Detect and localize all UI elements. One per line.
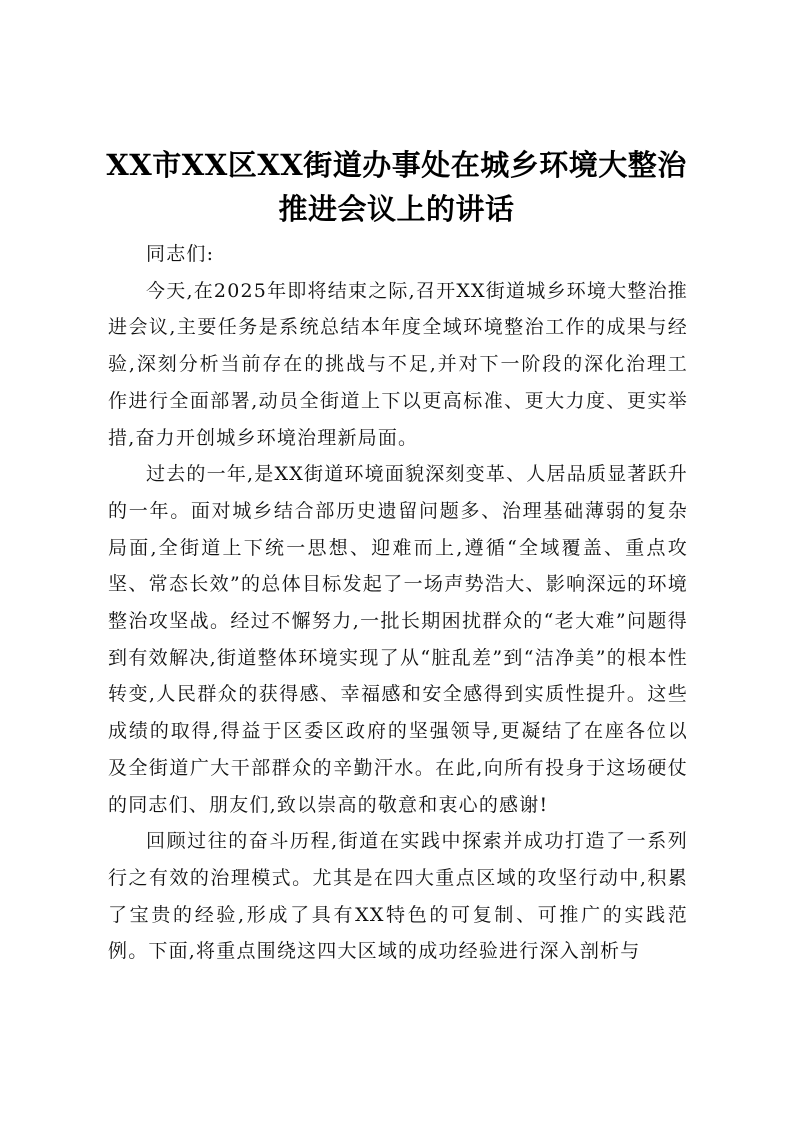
document-body bbox=[108, 236, 688, 970]
document-title-line-1: XX市XX区XX街道办事处在城乡环境大整治 bbox=[106, 148, 687, 182]
paragraph-3: 回顾过往的奋斗历程,街道在实践中探索并成功打造了一系列行之有效的治理模式。尤其是在四大重点区域的攻坚行动中,积累了宝贵的经验,形成了具有XX特色的可复制、可推广的实践范例。下面,将重点围绕这四大区域的成功经验进行深入剖析与 bbox=[108, 830, 688, 963]
paragraph-1: 今天,在2025年即将结束之际,召开XX街道城乡环境大整治推进会议,主要任务是系统总结本年度全域环境整治工作的成果与经验,深刻分析当前存在的挑战与不足,并对下一阶段的深化治理工作进行全面部署,动员全街道上下以更高标准、更大力度、更实举措,奋力开创城乡环境治理新局面。 bbox=[108, 279, 688, 449]
paragraph-2: 过去的一年,是XX街道环境面貌深刻变革、人居品质显著跃升的一年。面对城乡结合部历史遗留问题多、治理基础薄弱的复杂局面,全街道上下统一思想、迎难而上,遵循“全域覆盖、重点攻坚、常态长效”的总体目标发起了一场声势浩大、影响深远的环境整治攻坚战。经过不懈努力,一批长期困扰群众的“老大难”问题得到有效解决,街道整体环境实现了从“脏乱差”到“洁净美”的根本性转变,人民群众的获得感、幸福感和安全感得到实质性提升。这些成绩的取得,得益于区委区政府的坚强领导,更凝结了在座各位以及全街道广大干部群众的辛勤汗水。在此,向所有投身于这场硬仗的同志们、朋友们,致以崇高的敬意和衷心的感谢! bbox=[108, 463, 688, 816]
document-title-line-2: 推进会议上的讲话 bbox=[278, 192, 515, 226]
salutation: 同志们: bbox=[146, 243, 215, 265]
